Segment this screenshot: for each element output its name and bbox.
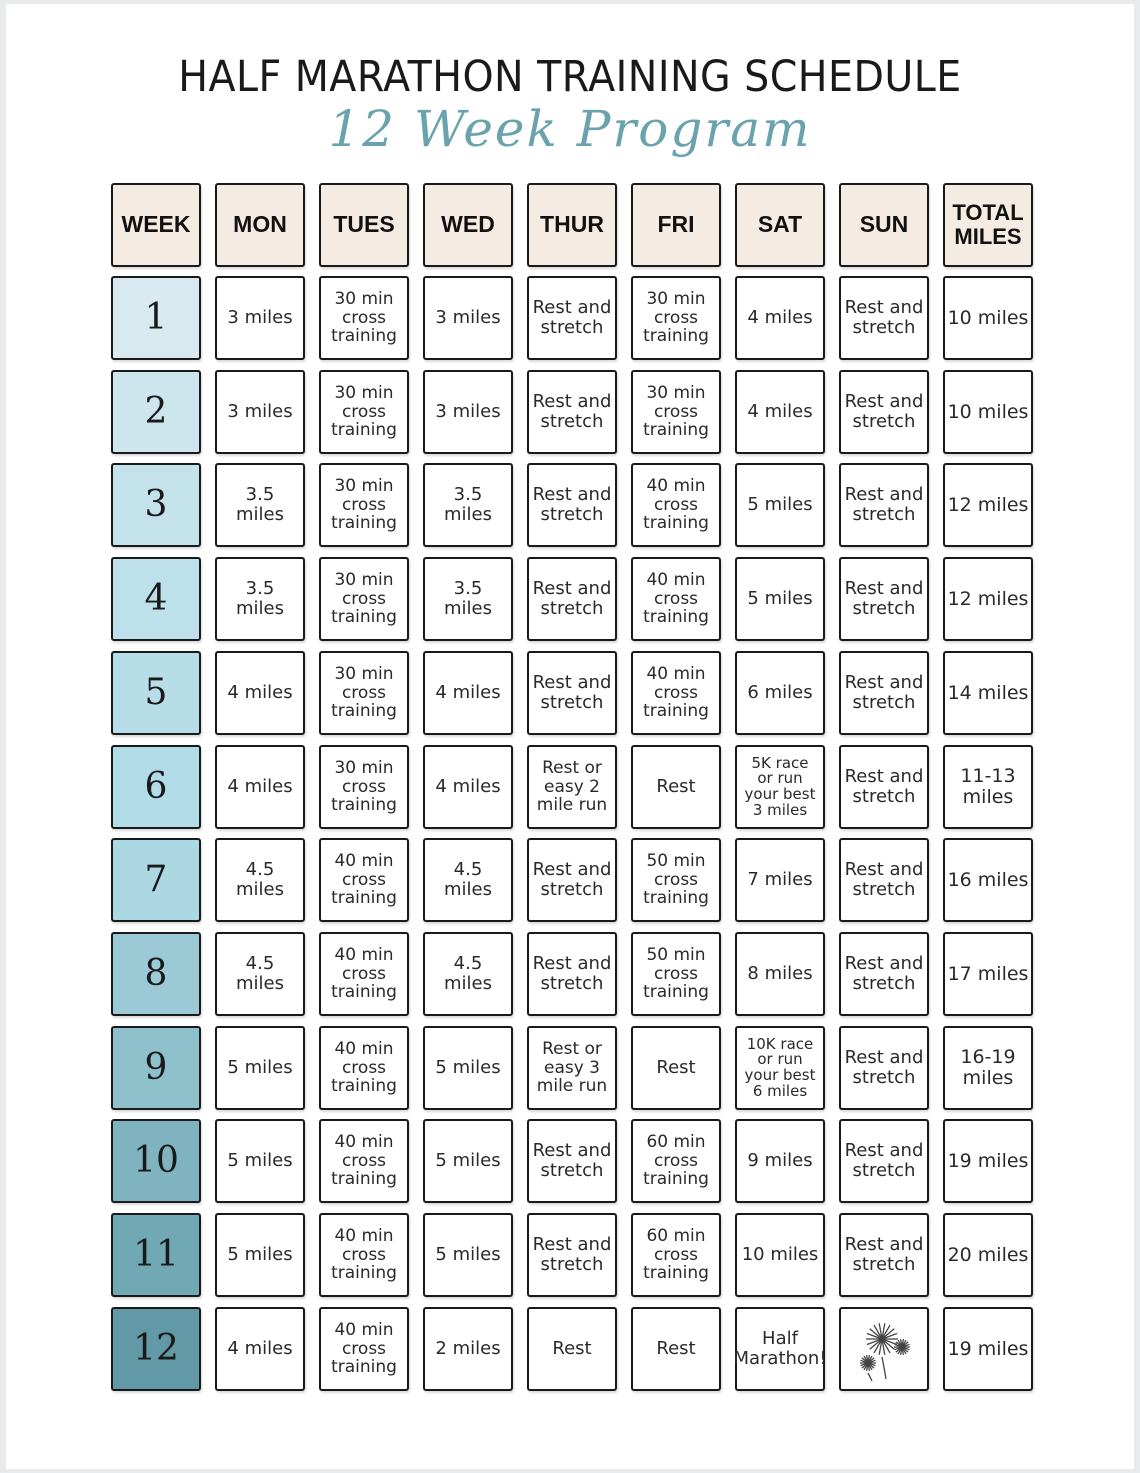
cell-thur: Rest and stretch	[527, 1119, 617, 1203]
cell-sat: 9 miles	[735, 1119, 825, 1203]
cell-tues: 30 min cross training	[319, 463, 409, 547]
week-number: 3	[111, 463, 201, 547]
cell-thur: Rest and stretch	[527, 370, 617, 454]
cell-thur: Rest	[527, 1307, 617, 1391]
cell-mon: 3.5 miles	[215, 557, 305, 641]
cell-total-miles: 16 miles	[943, 838, 1033, 922]
cell-mon: 4 miles	[215, 651, 305, 735]
cell-thur: Rest and stretch	[527, 463, 617, 547]
page-title: HALF MARATHON TRAINING SCHEDULE	[178, 52, 962, 102]
cell-sun: Rest and stretch	[839, 1213, 929, 1297]
cell-wed: 4.5 miles	[423, 932, 513, 1016]
cell-fri: Rest	[631, 1026, 721, 1110]
week-number: 12	[111, 1307, 201, 1391]
cell-wed: 3 miles	[423, 370, 513, 454]
week-number: 5	[111, 651, 201, 735]
cell-mon: 5 miles	[215, 1213, 305, 1297]
cell-sat: 10 miles	[735, 1213, 825, 1297]
cell-total-miles: 17 miles	[943, 932, 1033, 1016]
week-number: 4	[111, 557, 201, 641]
cell-tues: 40 min cross training	[319, 838, 409, 922]
cell-thur: Rest or easy 3 mile run	[527, 1026, 617, 1110]
week-number: 7	[111, 838, 201, 922]
header-fri: FRI	[631, 183, 721, 267]
cell-wed: 5 miles	[423, 1119, 513, 1203]
cell-sun: Rest and stretch	[839, 838, 929, 922]
header-tues: TUES	[319, 183, 409, 267]
cell-sat: Half Marathon!	[735, 1307, 825, 1391]
cell-sun: Rest and stretch	[839, 463, 929, 547]
cell-fri: Rest	[631, 1307, 721, 1391]
cell-wed: 4 miles	[423, 651, 513, 735]
cell-sat: 4 miles	[735, 276, 825, 360]
cell-mon: 5 miles	[215, 1119, 305, 1203]
fireworks-icon	[839, 1307, 929, 1391]
cell-tues: 30 min cross training	[319, 370, 409, 454]
cell-total-miles: 12 miles	[943, 557, 1033, 641]
week-number: 10	[111, 1119, 201, 1203]
week-number: 6	[111, 745, 201, 829]
cell-fri: 30 min cross training	[631, 276, 721, 360]
cell-total-miles: 11-13 miles	[943, 745, 1033, 829]
cell-sat: 6 miles	[735, 651, 825, 735]
cell-sat: 5 miles	[735, 463, 825, 547]
cell-thur: Rest and stretch	[527, 651, 617, 735]
cell-sat: 4 miles	[735, 370, 825, 454]
cell-sat: 7 miles	[735, 838, 825, 922]
fireworks-icon	[852, 1317, 916, 1381]
cell-wed: 5 miles	[423, 1213, 513, 1297]
cell-thur: Rest and stretch	[527, 557, 617, 641]
cell-sun: Rest and stretch	[839, 1026, 929, 1110]
cell-total-miles: 10 miles	[943, 370, 1033, 454]
week-number: 9	[111, 1026, 201, 1110]
cell-total-miles: 12 miles	[943, 463, 1033, 547]
week-number: 8	[111, 932, 201, 1016]
cell-tues: 30 min cross training	[319, 276, 409, 360]
cell-fri: 40 min cross training	[631, 557, 721, 641]
cell-total-miles: 19 miles	[943, 1307, 1033, 1391]
cell-thur: Rest or easy 2 mile run	[527, 745, 617, 829]
cell-mon: 3 miles	[215, 276, 305, 360]
header-week: WEEK	[111, 183, 201, 267]
cell-mon: 3.5 miles	[215, 463, 305, 547]
week-number: 1	[111, 276, 201, 360]
cell-fri: 40 min cross training	[631, 463, 721, 547]
cell-sun: Rest and stretch	[839, 651, 929, 735]
cell-tues: 40 min cross training	[319, 932, 409, 1016]
week-number: 2	[111, 370, 201, 454]
cell-fri: 30 min cross training	[631, 370, 721, 454]
cell-mon: 4.5 miles	[215, 932, 305, 1016]
cell-wed: 3.5 miles	[423, 463, 513, 547]
cell-wed: 4 miles	[423, 745, 513, 829]
cell-mon: 4 miles	[215, 745, 305, 829]
cell-fri: Rest	[631, 745, 721, 829]
cell-wed: 5 miles	[423, 1026, 513, 1110]
cell-mon: 3 miles	[215, 370, 305, 454]
cell-fri: 40 min cross training	[631, 651, 721, 735]
cell-sat: 5 miles	[735, 557, 825, 641]
cell-sun: Rest and stretch	[839, 1119, 929, 1203]
cell-fri: 50 min cross training	[631, 932, 721, 1016]
cell-sat: 10K race or run your best 6 miles	[735, 1026, 825, 1110]
cell-sat: 5K race or run your best 3 miles	[735, 745, 825, 829]
cell-sun: Rest and stretch	[839, 370, 929, 454]
cell-thur: Rest and stretch	[527, 838, 617, 922]
header-sat: SAT	[735, 183, 825, 267]
cell-fri: 60 min cross training	[631, 1213, 721, 1297]
cell-thur: Rest and stretch	[527, 932, 617, 1016]
cell-total-miles: 19 miles	[943, 1119, 1033, 1203]
header-total-miles: TOTAL MILES	[943, 183, 1033, 267]
header-wed: WED	[423, 183, 513, 267]
cell-fri: 50 min cross training	[631, 838, 721, 922]
header-thur: THUR	[527, 183, 617, 267]
cell-sun: Rest and stretch	[839, 745, 929, 829]
cell-tues: 40 min cross training	[319, 1119, 409, 1203]
cell-wed: 3.5 miles	[423, 557, 513, 641]
header-sun: SUN	[839, 183, 929, 267]
cell-sun: Rest and stretch	[839, 932, 929, 1016]
cell-wed: 2 miles	[423, 1307, 513, 1391]
cell-tues: 30 min cross training	[319, 745, 409, 829]
cell-mon: 4.5 miles	[215, 838, 305, 922]
cell-sat: 8 miles	[735, 932, 825, 1016]
cell-sun: Rest and stretch	[839, 557, 929, 641]
cell-tues: 30 min cross training	[319, 651, 409, 735]
cell-thur: Rest and stretch	[527, 276, 617, 360]
header-mon: MON	[215, 183, 305, 267]
week-number: 11	[111, 1213, 201, 1297]
cell-tues: 40 min cross training	[319, 1026, 409, 1110]
cell-total-miles: 16-19 miles	[943, 1026, 1033, 1110]
cell-total-miles: 10 miles	[943, 276, 1033, 360]
cell-total-miles: 20 miles	[943, 1213, 1033, 1297]
cell-tues: 40 min cross training	[319, 1307, 409, 1391]
cell-tues: 40 min cross training	[319, 1213, 409, 1297]
cell-fri: 60 min cross training	[631, 1119, 721, 1203]
cell-wed: 3 miles	[423, 276, 513, 360]
cell-mon: 4 miles	[215, 1307, 305, 1391]
cell-total-miles: 14 miles	[943, 651, 1033, 735]
cell-tues: 30 min cross training	[319, 557, 409, 641]
cell-mon: 5 miles	[215, 1026, 305, 1110]
cell-thur: Rest and stretch	[527, 1213, 617, 1297]
cell-wed: 4.5 miles	[423, 838, 513, 922]
cell-sun: Rest and stretch	[839, 276, 929, 360]
page-subtitle: 12 Week Program	[328, 100, 812, 158]
